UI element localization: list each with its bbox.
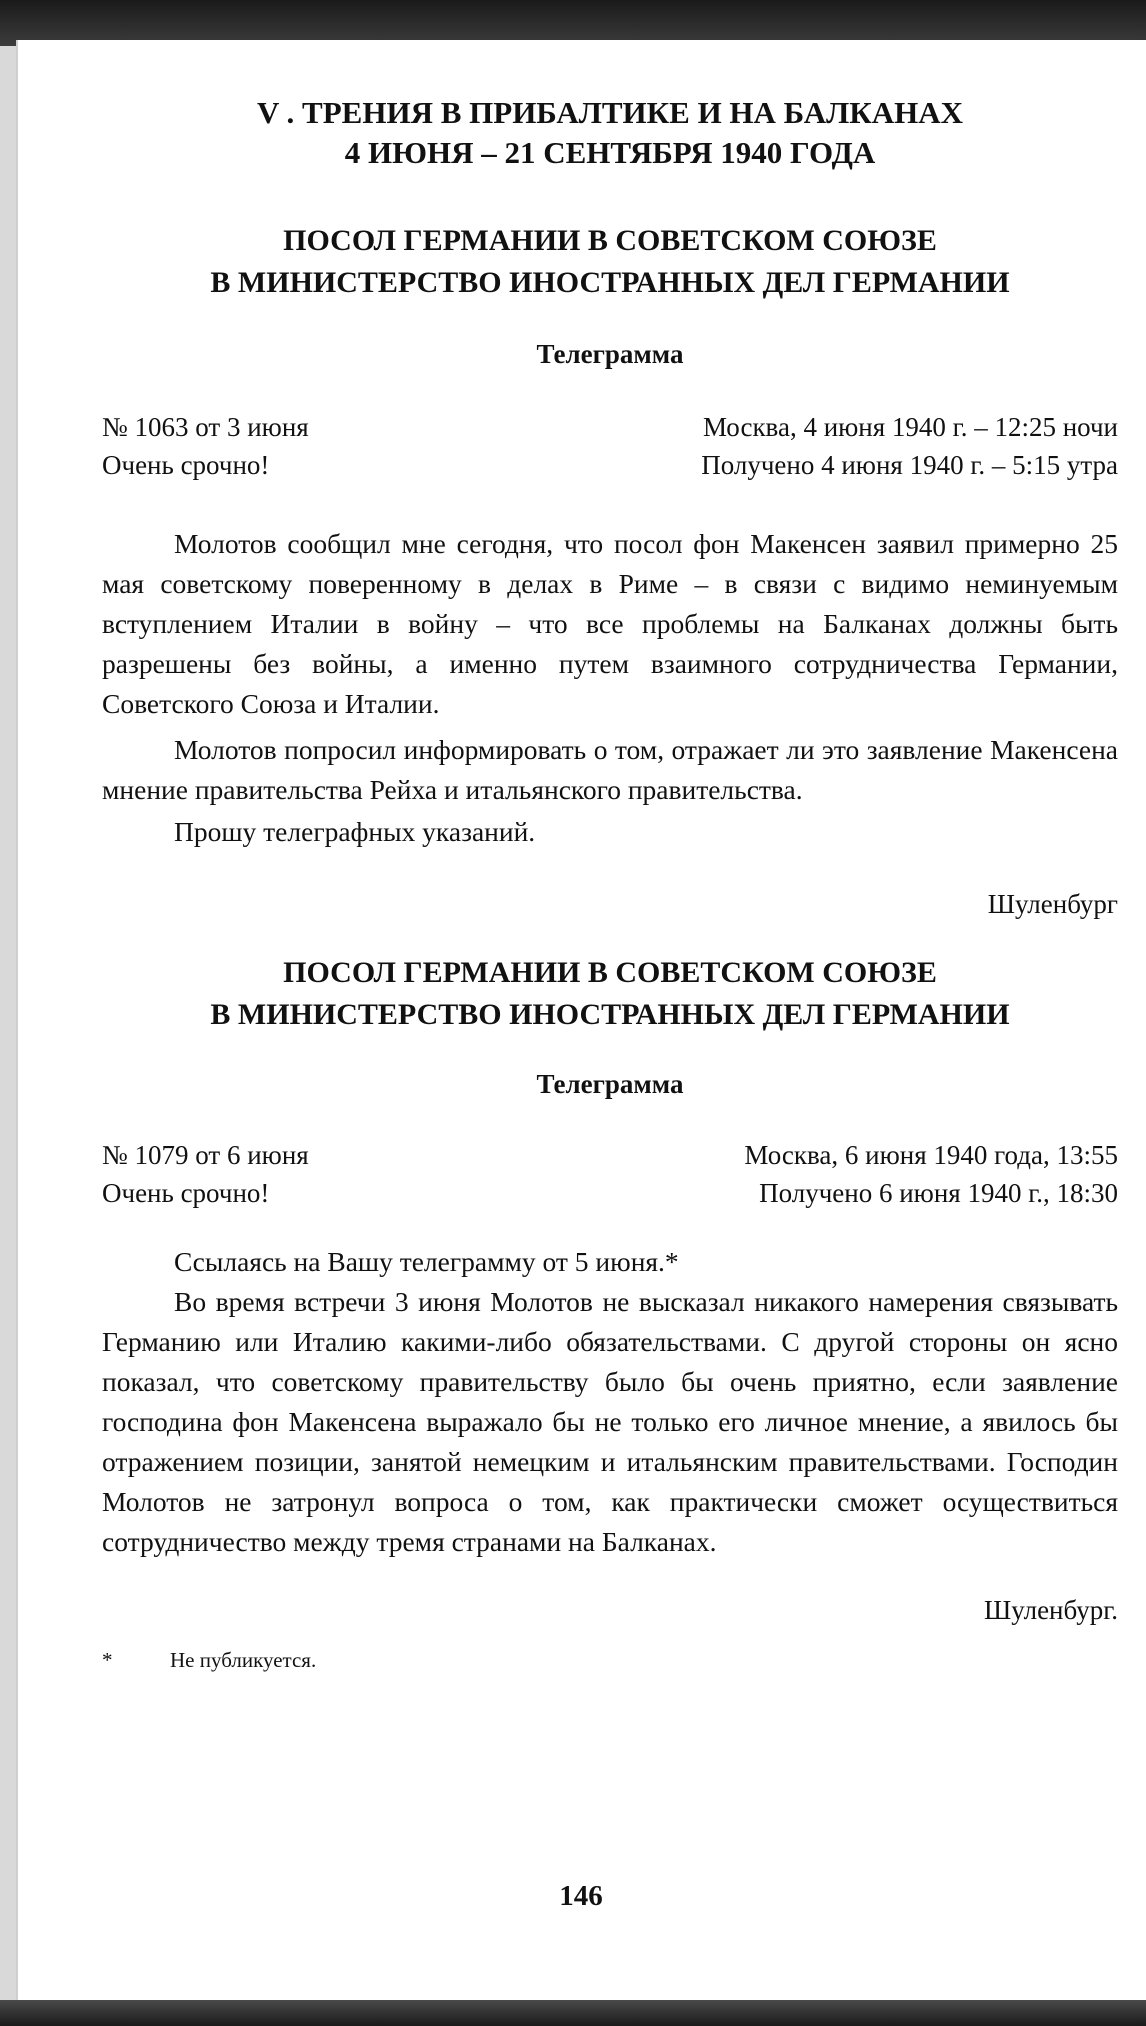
document-2: [102, 952, 1118, 1628]
body-paragraph: Молотов сообщил мне сегодня, что посол фон Макенсен заявил примерно 25 мая советскому поверенному в делах в Риме – в связи с видимо неминуемым вступлением Италии в войну – что все проблемы на Балканах должны быть разрешены без войны, а именно путем взаимного сотрудничества Германии, Советского Союза и Италии.: [102, 528, 1118, 719]
telegram-number: № 1079 от 6 июня: [102, 1140, 309, 1170]
urgency-label: Очень срочно!: [102, 450, 270, 480]
signature: Шуленбург.: [984, 1595, 1118, 1625]
document-heading-line2: В МИНИСТЕРСТВО ИНОСТРАННЫХ ДЕЛ ГЕРМАНИИ: [210, 998, 1010, 1031]
telegram-number: № 1063 от 3 июня: [102, 412, 309, 442]
urgency-label: Очень срочно!: [102, 1178, 270, 1208]
chapter-title: V . ТРЕНИЯ В ПРИБАЛТИКЕ И НА БАЛКАНАХ: [256, 95, 964, 130]
signature: Шуленбург: [987, 889, 1118, 919]
meta-row-number: [102, 408, 1118, 446]
page-content: [102, 78, 1118, 1674]
body-paragraph: Молотов попросил информировать о том, отражает ли это заявление Макенсена мнение правительства Рейха и итальянского правительства.: [102, 734, 1118, 805]
meta-row-number: [102, 1136, 1118, 1174]
document-body: [102, 524, 1118, 852]
book-page: [16, 40, 1146, 2002]
meta-row-urgency: [102, 1174, 1118, 1212]
page-number: 146: [559, 1880, 603, 1912]
document-meta: [102, 408, 1118, 484]
received-info: Получено 6 июня 1940 г., 18:30: [759, 1178, 1118, 1208]
document-heading-line2: В МИНИСТЕРСТВО ИНОСТРАННЫХ ДЕЛ ГЕРМАНИИ: [210, 266, 1010, 299]
sent-info: Москва, 4 июня 1940 г. – 12:25 ночи: [702, 412, 1118, 442]
document-type: Телеграмма: [536, 339, 684, 369]
chapter-dates: 4 ИЮНЯ – 21 СЕНТЯБРЯ 1940 ГОДА: [344, 135, 876, 170]
body-paragraph: Ссылаясь на Вашу телеграмму от 5 июня.*: [174, 1246, 679, 1277]
document-type: Телеграмма: [536, 1069, 684, 1099]
footnote-text: Не публикуется.: [170, 1648, 317, 1672]
document-meta: [102, 1136, 1118, 1212]
document-heading-line1: ПОСОЛ ГЕРМАНИИ В СОВЕТСКОМ СОЮЗЕ: [283, 956, 937, 989]
document-heading-line1: ПОСОЛ ГЕРМАНИИ В СОВЕТСКОМ СОЮЗЕ: [283, 224, 937, 257]
received-info: Получено 4 июня 1940 г. – 5:15 утра: [701, 450, 1118, 480]
chapter-header: [102, 94, 1118, 172]
document-body: [102, 1242, 1118, 1562]
footnote-mark: *: [102, 1648, 113, 1672]
scan-bottom-edge: [0, 2000, 1146, 2026]
body-paragraph: Прошу телеграфных указаний.: [174, 816, 536, 847]
sent-info: Москва, 6 июня 1940 года, 13:55: [744, 1140, 1118, 1170]
footnote: [102, 1646, 1118, 1674]
document-1: [102, 220, 1118, 922]
meta-row-urgency: [102, 446, 1118, 484]
body-paragraph: Во время встречи 3 июня Молотов не высказал никакого намерения связывать Германию или Италию какими-либо обязательствами. С другой стороны он ясно показал, что советскому правительству было бы очень приятно, если заявление господина фон Макенсена выражало бы не только его личное мнение, а явилось бы отражением позиции, занятой немецким и итальянским правительствами. Господин Молотов не затронул вопроса о том, как практически сможет осуществиться сотрудничество между тремя странами на Балканах.: [102, 1286, 1118, 1557]
